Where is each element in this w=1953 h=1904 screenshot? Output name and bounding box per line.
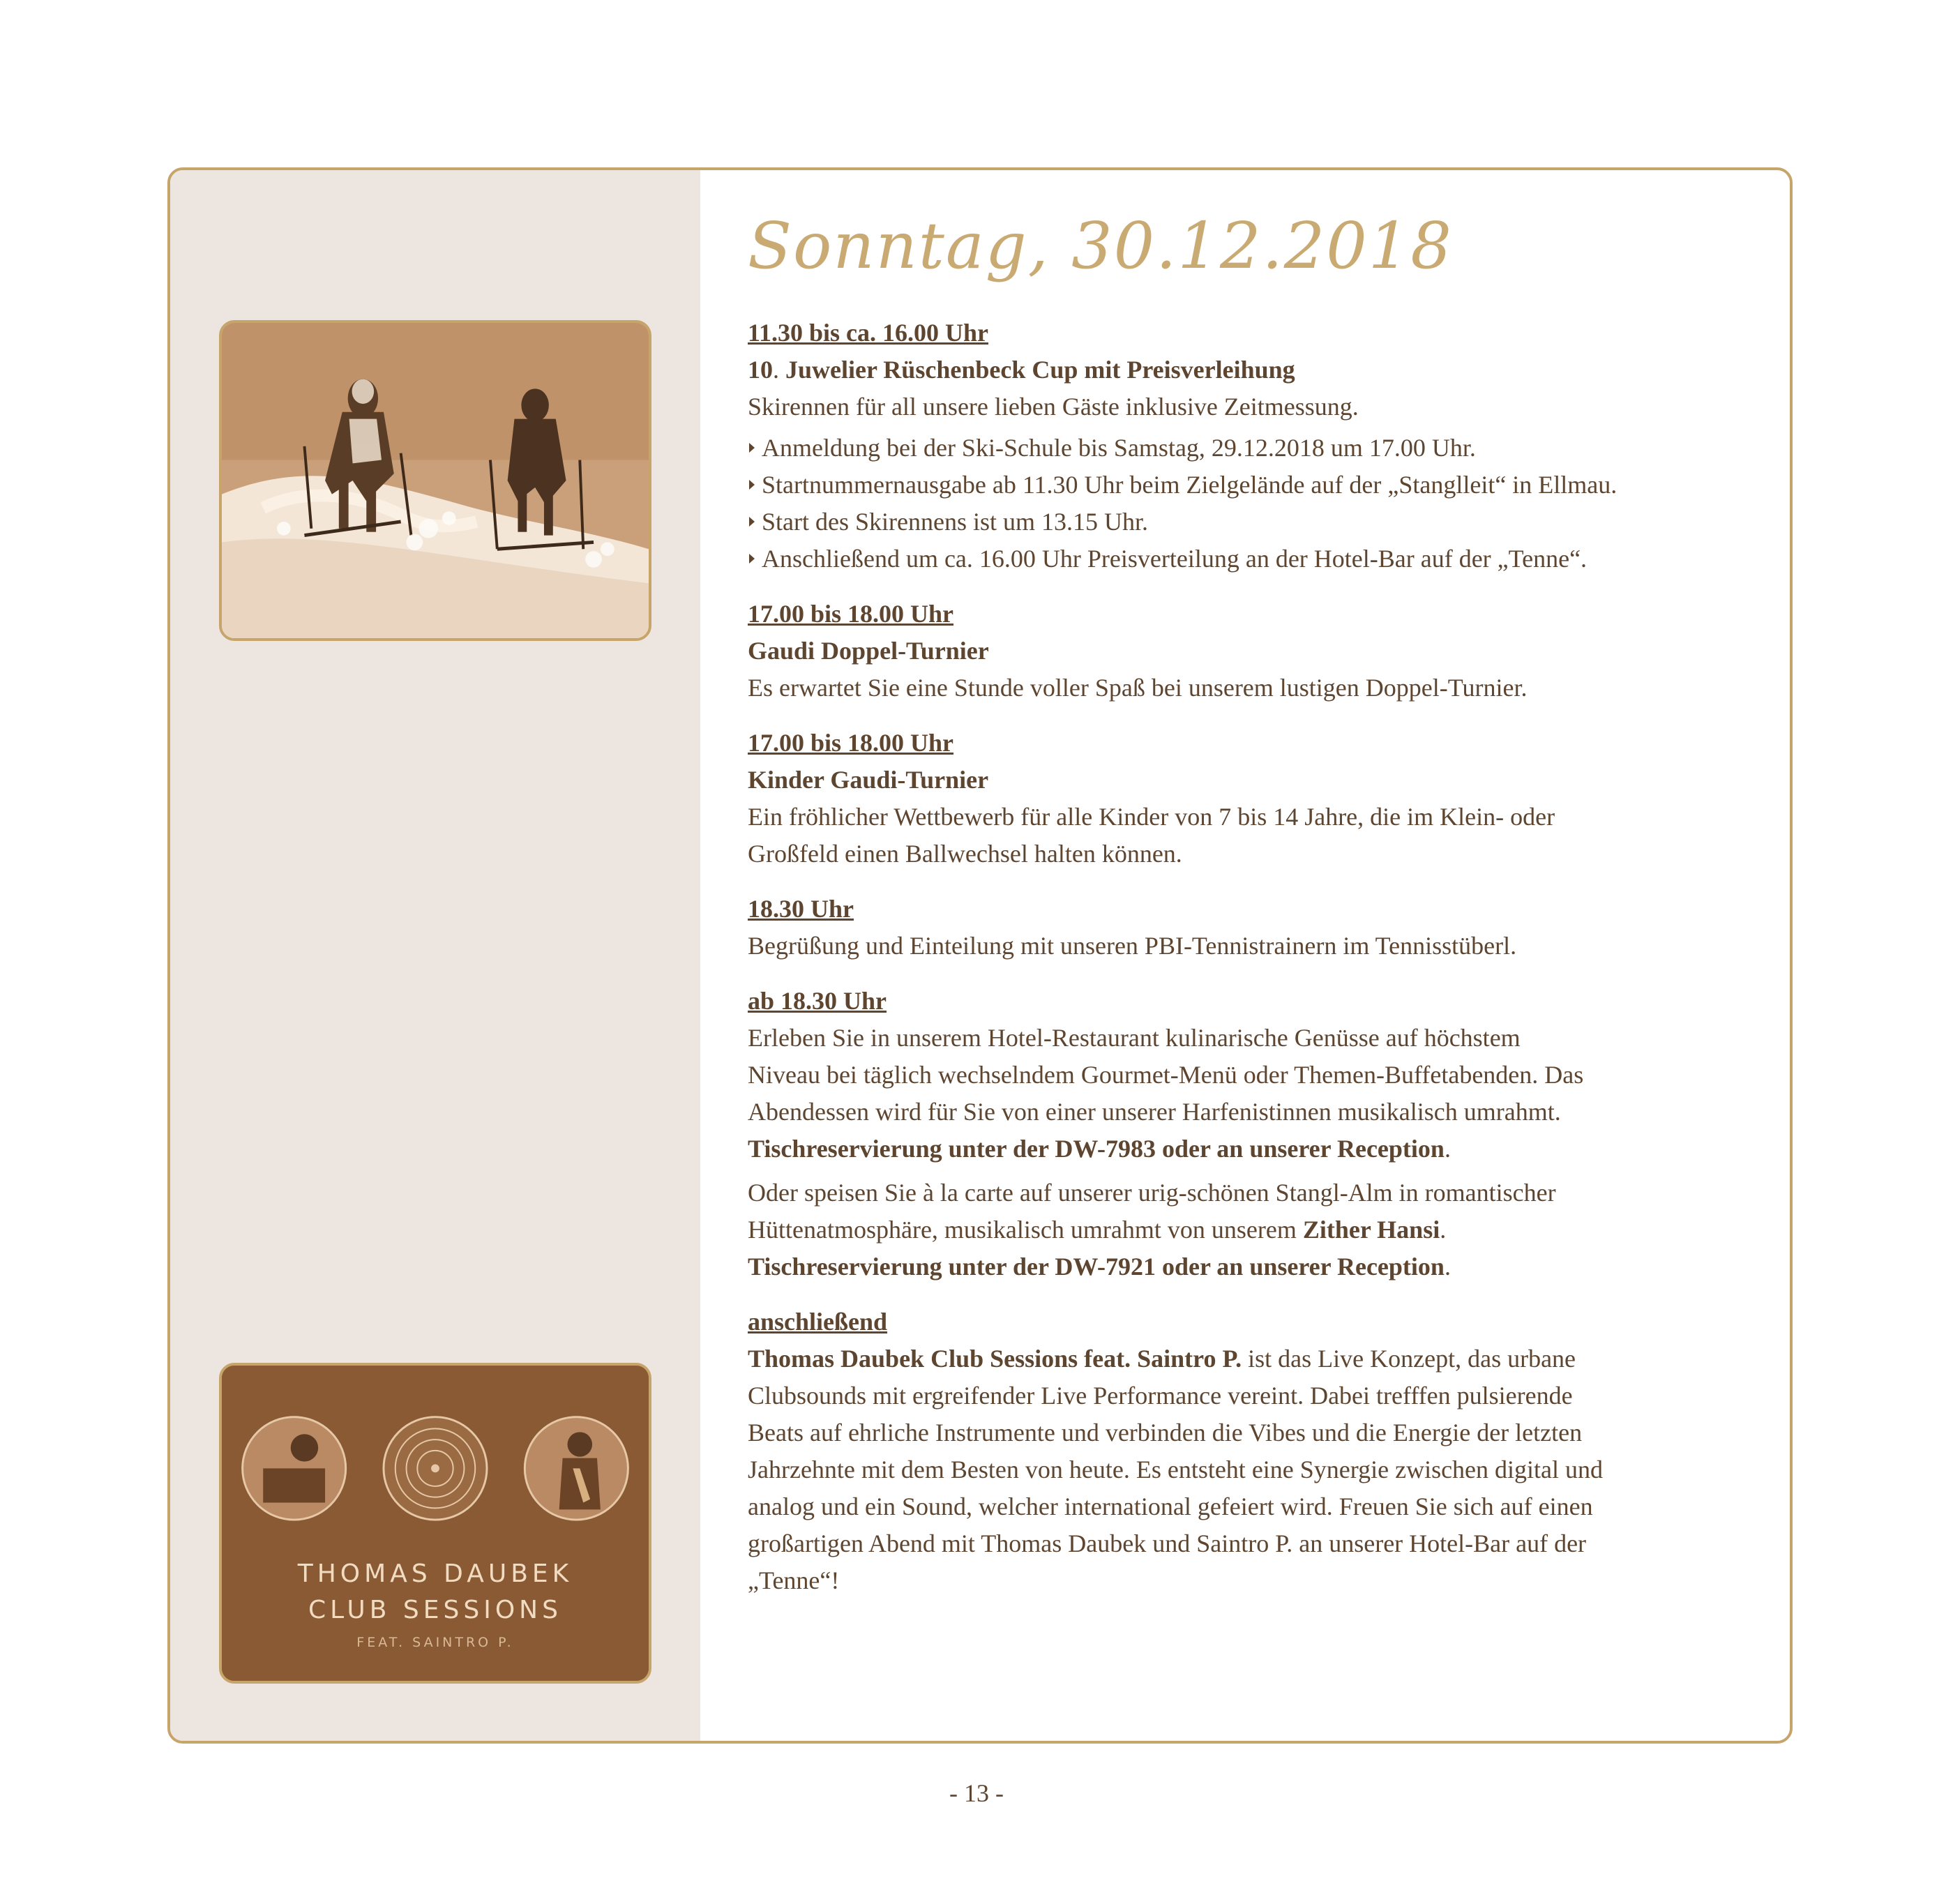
event-description-line xyxy=(748,1340,1773,1377)
club-title-line2: CLUB SESSIONS xyxy=(308,1596,562,1624)
event-time: 17.00 bis 18.00 Uhr xyxy=(748,600,954,628)
event-description-line: Niveau bei täglich wechselndem Gourmet-Menü oder Themen-Buffetabenden. Das xyxy=(748,1061,1584,1089)
image-sidebar xyxy=(170,170,700,1741)
event-ski-cup xyxy=(748,315,1773,577)
event-title-separator: . xyxy=(773,356,785,384)
event-description-line xyxy=(748,1211,1773,1248)
event-description-line: Oder speisen Sie à la carte auf unserer urig-schönen Stangl-Alm in romantischer xyxy=(748,1179,1556,1207)
period: . xyxy=(1440,1216,1447,1244)
page-number: - 13 - xyxy=(949,1779,1004,1807)
event-description: Skirennen für all unsere lieben Gäste inklusive Zeitmessung. xyxy=(748,393,1359,421)
event-title xyxy=(748,352,1773,388)
bullet-item xyxy=(748,467,1773,504)
event-description-line: Ein fröhlicher Wettbewerb für alle Kinder von 7 bis 14 Jahre, die im Klein- oder xyxy=(748,803,1555,831)
event-kinder-turnier xyxy=(748,725,1773,872)
bullet-triangle-icon xyxy=(749,554,755,564)
bullet-triangle-icon xyxy=(749,480,755,490)
bullet-triangle-icon xyxy=(749,517,755,527)
page-title: Sonntag, 30.12.2018 xyxy=(748,209,1453,283)
period: . xyxy=(1444,1135,1451,1163)
club-title-line1: THOMAS DAUBEK xyxy=(297,1559,573,1588)
bullet-text: Anmeldung bei der Ski-Schule bis Samstag, 29.12.2018 um 17.00 Uhr. xyxy=(762,434,1476,462)
event-description-line: „Tenne“! xyxy=(748,1566,840,1594)
zither-hansi: Zither Hansi xyxy=(1302,1216,1440,1244)
club-title-line3: FEAT. SAINTRO P. xyxy=(356,1635,514,1650)
event-begruessung xyxy=(748,891,1773,965)
reservation-restaurant: Tischreservierung unter der DW-7983 oder an unserer Reception xyxy=(748,1135,1445,1163)
reservation-alm: Tischreservierung unter der DW-7921 oder an unserer Reception xyxy=(748,1253,1445,1280)
event-time: 18.30 Uhr xyxy=(748,895,854,923)
period: . xyxy=(1444,1253,1451,1280)
event-title: Kinder Gaudi-Turnier xyxy=(748,766,989,794)
club-sessions-image xyxy=(219,1363,651,1684)
event-description: Es erwartet Sie eine Stunde voller Spaß bei unserem lustigen Doppel-Turnier. xyxy=(748,674,1528,702)
event-title-number: 10 xyxy=(748,356,773,384)
event-time: 11.30 bis ca. 16.00 Uhr xyxy=(748,319,989,347)
event-title: Gaudi Doppel-Turnier xyxy=(748,637,989,665)
event-doppel-turnier xyxy=(748,596,1773,707)
event-description-line: großartigen Abend mit Thomas Daubek und Saintro P. an unserer Hotel-Bar auf der xyxy=(748,1529,1587,1557)
event-description-line: Großfeld einen Ballwechsel halten können. xyxy=(748,840,1182,868)
event-dinner xyxy=(748,983,1773,1285)
event-description: Begrüßung und Einteilung mit unseren PBI-Tennistrainern im Tennisstüberl. xyxy=(748,932,1517,960)
bullet-text: Anschließend um ca. 16.00 Uhr Preisverteilung an der Hotel-Bar auf der „Tenne“. xyxy=(762,545,1588,573)
event-title-text: Juwelier Rüschenbeck Cup mit Preisverleihung xyxy=(785,356,1295,384)
reservation-line xyxy=(748,1131,1773,1168)
bullet-item xyxy=(748,430,1773,467)
event-time: anschließend xyxy=(748,1308,888,1336)
club-intro-text: ist das Live Konzept, das urbane xyxy=(1242,1345,1576,1373)
event-time: 17.00 bis 18.00 Uhr xyxy=(748,729,954,757)
event-description-line: Clubsounds mit ergreifender Live Performance vereint. Dabei trefffen pulsierende xyxy=(748,1382,1573,1410)
bullet-text: Start des Skirennens ist um 13.15 Uhr. xyxy=(762,508,1148,536)
event-description-line: Jahrzehnte mit dem Besten von heute. Es entsteht eine Synergie zwischen digital und xyxy=(748,1456,1604,1483)
event-description-line: Erleben Sie in unserem Hotel-Restaurant kulinarische Genüsse auf höchstem xyxy=(748,1024,1521,1052)
bullet-text: Startnummernausgabe ab 11.30 Uhr beim Zielgelände auf der „Stanglleit“ in Ellmau. xyxy=(762,471,1618,499)
skiers-photo xyxy=(219,320,651,641)
event-description-line: Abendessen wird für Sie von einer unserer Harfenistinnen musikalisch umrahmt. xyxy=(748,1098,1561,1126)
bullet-item xyxy=(748,541,1773,577)
event-club-sessions xyxy=(748,1304,1773,1599)
reservation-line xyxy=(748,1248,1773,1285)
bullet-triangle-icon xyxy=(749,443,755,453)
event-list xyxy=(748,315,1773,1617)
event-description-line: analog und ein Sound, welcher international gefeiert wird. Freuen Sie sich auf einen xyxy=(748,1493,1593,1520)
event-description-line: Beats auf ehrliche Instrumente und verbinden die Vibes und die Energie der letzten xyxy=(748,1419,1583,1446)
alm-text: Hüttenatmosphäre, musikalisch umrahmt von unserem xyxy=(748,1216,1303,1244)
program-card xyxy=(167,167,1793,1744)
event-bullets xyxy=(748,430,1773,577)
event-time: ab 18.30 Uhr xyxy=(748,987,887,1015)
bullet-item xyxy=(748,504,1773,541)
club-sessions-name: Thomas Daubek Club Sessions feat. Saintro P. xyxy=(748,1345,1242,1373)
